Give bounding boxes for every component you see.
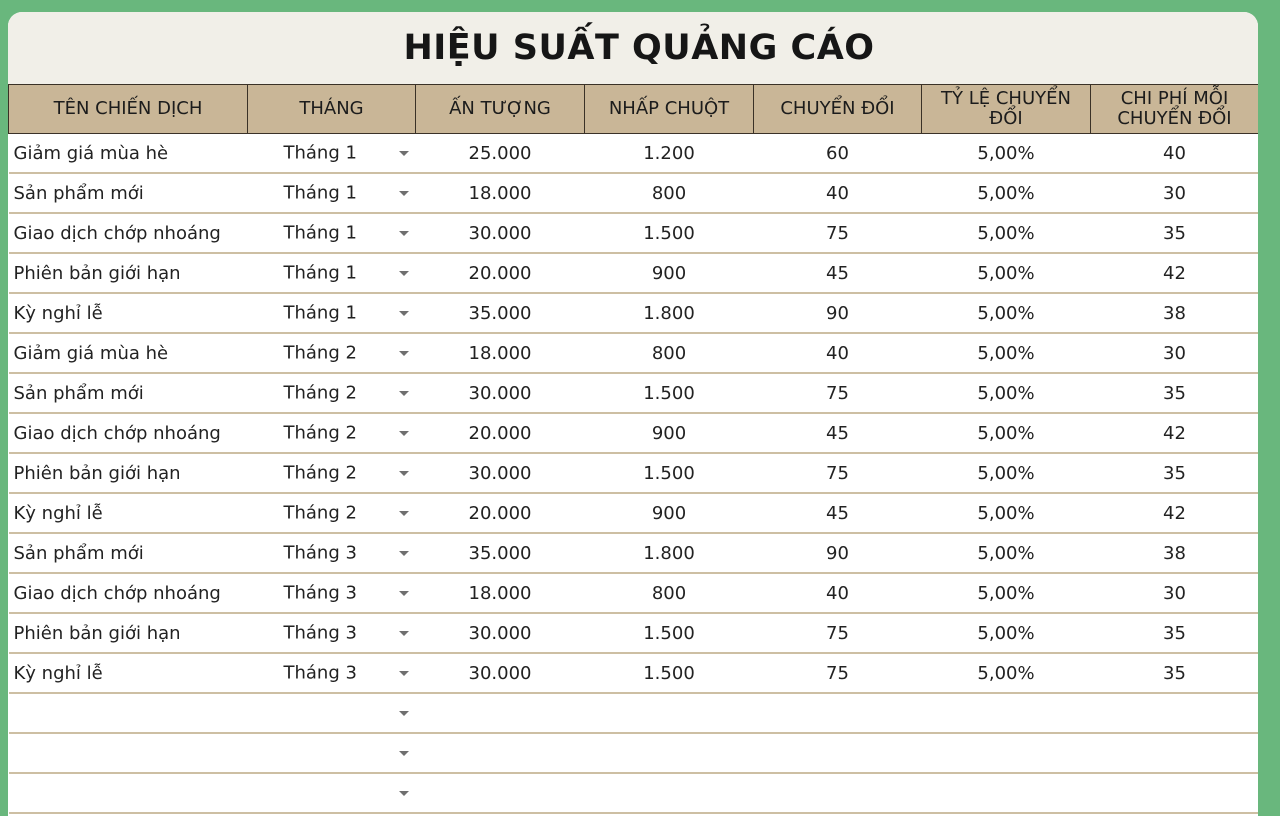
cell-conversion-rate[interactable]	[922, 773, 1091, 813]
cell-impressions[interactable]: 20.000	[416, 253, 585, 293]
table-row	[9, 333, 1259, 373]
cell-cost-per-conversion[interactable]: 35	[1091, 213, 1259, 253]
cell-conversions[interactable]: 45	[754, 493, 922, 533]
caret-down-icon[interactable]	[399, 631, 409, 636]
cell-conversions[interactable]: 40	[754, 573, 922, 613]
cell-month-dropdown[interactable]	[248, 333, 416, 373]
table-row	[9, 613, 1259, 653]
header-clicks[interactable]: NHẤP CHUỘT	[585, 85, 754, 134]
cell-conversion-rate[interactable]	[922, 733, 1091, 773]
caret-down-icon[interactable]	[399, 671, 409, 676]
cell-cost-per-conversion[interactable]: 42	[1091, 413, 1259, 453]
table-row	[9, 573, 1259, 613]
cell-campaign-name[interactable]	[9, 693, 248, 733]
cell-clicks[interactable]: 900	[585, 493, 754, 533]
cell-clicks[interactable]	[585, 693, 754, 733]
table-row	[9, 213, 1259, 253]
cell-conversion-rate[interactable]: 5,00%	[922, 253, 1091, 293]
cell-campaign-name[interactable]	[9, 773, 248, 813]
cell-month-dropdown[interactable]	[248, 653, 416, 693]
cell-conversion-rate[interactable]: 5,00%	[922, 134, 1091, 174]
cell-conversions[interactable]: 90	[754, 533, 922, 573]
cell-conversion-rate[interactable]: 5,00%	[922, 413, 1091, 453]
cell-cost-per-conversion[interactable]: 42	[1091, 253, 1259, 293]
cell-conversions[interactable]: 75	[754, 373, 922, 413]
cell-impressions[interactable]: 25.000	[416, 134, 585, 174]
cell-impressions[interactable]	[416, 733, 585, 773]
cell-campaign-name[interactable]: Phiên bản giới hạn	[9, 453, 248, 493]
cell-impressions[interactable]: 30.000	[416, 453, 585, 493]
cell-clicks[interactable]: 800	[585, 573, 754, 613]
cell-campaign-name[interactable]: Sản phẩm mới	[9, 373, 248, 413]
cell-month-dropdown[interactable]	[248, 493, 416, 533]
cell-impressions[interactable]	[416, 773, 585, 813]
header-cost-per-conversion[interactable]: CHI PHÍ MỖI CHUYỂN ĐỔI	[1091, 85, 1259, 134]
cell-month-dropdown[interactable]	[248, 373, 416, 413]
spreadsheet	[8, 12, 1258, 816]
cell-impressions[interactable]: 30.000	[416, 213, 585, 253]
header-campaign-name[interactable]: TÊN CHIẾN DỊCH	[9, 85, 248, 134]
table-row	[9, 413, 1259, 453]
cell-conversion-rate[interactable]	[922, 693, 1091, 733]
cell-cost-per-conversion[interactable]: 30	[1091, 333, 1259, 373]
cell-conversion-rate[interactable]: 5,00%	[922, 573, 1091, 613]
cell-conversions[interactable]	[754, 733, 922, 773]
cell-conversion-rate[interactable]: 5,00%	[922, 533, 1091, 573]
cell-month-dropdown[interactable]	[248, 253, 416, 293]
caret-down-icon[interactable]	[399, 151, 409, 156]
cell-conversion-rate[interactable]: 5,00%	[922, 453, 1091, 493]
cell-clicks[interactable]: 1.800	[585, 293, 754, 333]
cell-cost-per-conversion[interactable]: 40	[1091, 134, 1259, 174]
table-row	[9, 493, 1259, 533]
table-row	[9, 693, 1259, 733]
cell-campaign-name[interactable]: Kỳ nghỉ lễ	[9, 293, 248, 333]
cell-cost-per-conversion[interactable]: 35	[1091, 653, 1259, 693]
cell-clicks[interactable]	[585, 773, 754, 813]
cell-impressions[interactable]: 18.000	[416, 333, 585, 373]
cell-impressions[interactable]: 18.000	[416, 173, 585, 213]
cell-campaign-name[interactable]: Kỳ nghỉ lễ	[9, 493, 248, 533]
cell-conversions[interactable]	[754, 773, 922, 813]
caret-down-icon[interactable]	[399, 431, 409, 436]
month-value: Tháng 2	[283, 382, 357, 404]
cell-month-dropdown[interactable]	[248, 173, 416, 213]
cell-cost-per-conversion[interactable]: 35	[1091, 373, 1259, 413]
month-value: Tháng 1	[283, 302, 357, 324]
month-value: Tháng 2	[283, 342, 357, 364]
caret-down-icon[interactable]	[399, 391, 409, 396]
cell-conversion-rate[interactable]: 5,00%	[922, 613, 1091, 653]
cell-conversions[interactable]: 90	[754, 293, 922, 333]
cell-impressions[interactable]: 35.000	[416, 533, 585, 573]
cell-month-dropdown[interactable]	[248, 693, 416, 733]
month-value: Tháng 3	[283, 542, 357, 564]
caret-down-icon[interactable]	[399, 551, 409, 556]
month-value: Tháng 3	[283, 662, 357, 684]
cell-clicks[interactable]: 1.500	[585, 653, 754, 693]
cell-conversions[interactable]: 40	[754, 333, 922, 373]
cell-clicks[interactable]: 800	[585, 333, 754, 373]
cell-cost-per-conversion[interactable]: 42	[1091, 493, 1259, 533]
caret-down-icon[interactable]	[399, 271, 409, 276]
caret-down-icon[interactable]	[399, 711, 409, 716]
cell-cost-per-conversion[interactable]	[1091, 773, 1259, 813]
caret-down-icon[interactable]	[399, 351, 409, 356]
cell-conversion-rate[interactable]: 5,00%	[922, 653, 1091, 693]
cell-impressions[interactable]: 18.000	[416, 573, 585, 613]
header-month[interactable]: THÁNG	[248, 85, 416, 134]
cell-cost-per-conversion[interactable]: 38	[1091, 293, 1259, 333]
cell-clicks[interactable]: 900	[585, 413, 754, 453]
cell-clicks[interactable]: 1.500	[585, 213, 754, 253]
table-row	[9, 733, 1259, 773]
cell-conversions[interactable]	[754, 693, 922, 733]
cell-cost-per-conversion[interactable]: 35	[1091, 453, 1259, 493]
month-value: Tháng 3	[283, 622, 357, 644]
cell-clicks[interactable]: 1.800	[585, 533, 754, 573]
cell-conversions[interactable]: 75	[754, 613, 922, 653]
caret-down-icon[interactable]	[399, 191, 409, 196]
month-value: Tháng 3	[283, 582, 357, 604]
month-value: Tháng 1	[283, 262, 357, 284]
cell-conversion-rate[interactable]: 5,00%	[922, 173, 1091, 213]
cell-clicks[interactable]: 1.500	[585, 613, 754, 653]
cell-clicks[interactable]: 900	[585, 253, 754, 293]
cell-campaign-name[interactable]: Giao dịch chớp nhoáng	[9, 213, 248, 253]
cell-month-dropdown[interactable]	[248, 134, 416, 174]
cell-campaign-name[interactable]: Giảm giá mùa hè	[9, 333, 248, 373]
cell-conversion-rate[interactable]: 5,00%	[922, 493, 1091, 533]
cell-month-dropdown[interactable]	[248, 453, 416, 493]
table-row	[9, 773, 1259, 813]
cell-conversion-rate[interactable]: 5,00%	[922, 333, 1091, 373]
table-row	[9, 373, 1259, 413]
caret-down-icon[interactable]	[399, 511, 409, 516]
cell-conversions[interactable]: 40	[754, 173, 922, 213]
cell-cost-per-conversion[interactable]: 30	[1091, 573, 1259, 613]
cell-month-dropdown[interactable]	[248, 733, 416, 773]
table-row	[9, 173, 1259, 213]
caret-down-icon[interactable]	[399, 311, 409, 316]
cell-cost-per-conversion[interactable]: 35	[1091, 613, 1259, 653]
cell-conversions[interactable]: 75	[754, 453, 922, 493]
campaign-table	[8, 84, 1258, 814]
cell-cost-per-conversion[interactable]	[1091, 733, 1259, 773]
cell-impressions[interactable]: 30.000	[416, 653, 585, 693]
month-value: Tháng 1	[283, 222, 357, 244]
month-value: Tháng 1	[283, 142, 357, 164]
cell-impressions[interactable]: 30.000	[416, 373, 585, 413]
cell-conversions[interactable]: 60	[754, 134, 922, 174]
header-row	[9, 85, 1259, 134]
cell-impressions[interactable]: 20.000	[416, 413, 585, 453]
cell-month-dropdown[interactable]	[248, 533, 416, 573]
table-row	[9, 653, 1259, 693]
cell-clicks[interactable]: 1.500	[585, 453, 754, 493]
cell-clicks[interactable]	[585, 733, 754, 773]
cell-clicks[interactable]: 1.200	[585, 134, 754, 174]
cell-month-dropdown[interactable]	[248, 293, 416, 333]
cell-month-dropdown[interactable]	[248, 413, 416, 453]
month-value: Tháng 1	[283, 182, 357, 204]
cell-conversions[interactable]: 45	[754, 253, 922, 293]
cell-campaign-name[interactable]: Sản phẩm mới	[9, 533, 248, 573]
cell-conversions[interactable]: 75	[754, 653, 922, 693]
cell-campaign-name[interactable]: Kỳ nghỉ lễ	[9, 653, 248, 693]
cell-campaign-name[interactable]: Giao dịch chớp nhoáng	[9, 573, 248, 613]
cell-month-dropdown[interactable]	[248, 213, 416, 253]
cell-month-dropdown[interactable]	[248, 573, 416, 613]
header-conversion-rate[interactable]: TỶ LỆ CHUYỂN ĐỔI	[922, 85, 1091, 134]
cell-impressions[interactable]: 30.000	[416, 613, 585, 653]
caret-down-icon[interactable]	[399, 591, 409, 596]
cell-conversions[interactable]: 45	[754, 413, 922, 453]
cell-cost-per-conversion[interactable]: 30	[1091, 173, 1259, 213]
cell-conversion-rate[interactable]: 5,00%	[922, 213, 1091, 253]
sheet-title: HIỆU SUẤT QUẢNG CÁO	[403, 28, 875, 68]
table-row	[9, 134, 1259, 174]
header-impressions[interactable]: ẤN TƯỢNG	[416, 85, 585, 134]
cell-impressions[interactable]	[416, 693, 585, 733]
cell-campaign-name[interactable]: Phiên bản giới hạn	[9, 253, 248, 293]
cell-campaign-name[interactable]: Phiên bản giới hạn	[9, 613, 248, 653]
cell-impressions[interactable]: 35.000	[416, 293, 585, 333]
cell-cost-per-conversion[interactable]: 38	[1091, 533, 1259, 573]
cell-impressions[interactable]: 20.000	[416, 493, 585, 533]
header-conversions[interactable]: CHUYỂN ĐỔI	[754, 85, 922, 134]
cell-campaign-name[interactable]	[9, 733, 248, 773]
cell-campaign-name[interactable]: Giảm giá mùa hè	[9, 134, 248, 174]
cell-conversion-rate[interactable]: 5,00%	[922, 373, 1091, 413]
title-band	[8, 12, 1258, 84]
cell-conversion-rate[interactable]: 5,00%	[922, 293, 1091, 333]
caret-down-icon[interactable]	[399, 791, 409, 796]
cell-campaign-name[interactable]: Giao dịch chớp nhoáng	[9, 413, 248, 453]
month-value: Tháng 2	[283, 502, 357, 524]
cell-cost-per-conversion[interactable]	[1091, 693, 1259, 733]
cell-clicks[interactable]: 800	[585, 173, 754, 213]
table-row	[9, 453, 1259, 493]
caret-down-icon[interactable]	[399, 471, 409, 476]
cell-month-dropdown[interactable]	[248, 773, 416, 813]
caret-down-icon[interactable]	[399, 231, 409, 236]
cell-campaign-name[interactable]: Sản phẩm mới	[9, 173, 248, 213]
cell-clicks[interactable]: 1.500	[585, 373, 754, 413]
cell-month-dropdown[interactable]	[248, 613, 416, 653]
table-row	[9, 253, 1259, 293]
month-value: Tháng 2	[283, 462, 357, 484]
caret-down-icon[interactable]	[399, 751, 409, 756]
month-value: Tháng 2	[283, 422, 357, 444]
table-row	[9, 533, 1259, 573]
cell-conversions[interactable]: 75	[754, 213, 922, 253]
table-row	[9, 293, 1259, 333]
